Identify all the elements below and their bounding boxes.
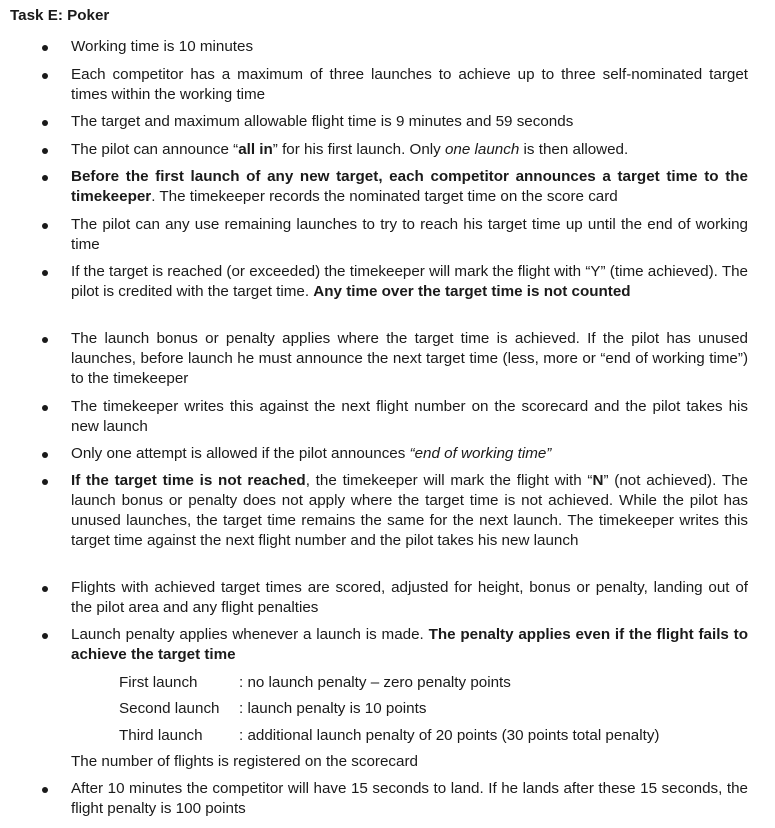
bullet-icon	[42, 479, 48, 485]
bullet-icon	[42, 787, 48, 793]
task-title: Task E: Poker	[10, 7, 110, 24]
bullet-icon	[42, 405, 48, 411]
list-item-text: Launch penalty applies whenever a launch is made. The penalty applies even if the flight fails to achieve the target time	[71, 626, 748, 663]
bullet-icon	[42, 175, 48, 181]
launch-name: First launch	[119, 674, 198, 691]
list-item-text: If the target is reached (or exceeded) the timekeeper will mark the flight with “Y” (time achieved). The pilot is credited with the target time. Any time over the target time is not counted	[71, 263, 748, 300]
list-item-text: Each competitor has a maximum of three launches to achieve up to three self-nominated target times within the working time	[71, 66, 748, 103]
list-item-text: The launch bonus or penalty applies where the target time is achieved. If the pilot has unused launches, before launch he must announce the next target time (less, more or “end of working time”) to the timekeeper	[71, 330, 748, 387]
bullet-icon	[42, 270, 48, 276]
launch-penalty-value: : no launch penalty – zero penalty points	[239, 674, 511, 691]
list-item-text: The timekeeper writes this against the next flight number on the scorecard and the pilot takes his new launch	[71, 398, 748, 435]
launch-name: Second launch	[119, 700, 220, 717]
list-item-text: Working time is 10 minutes	[71, 38, 254, 55]
bullet-icon	[42, 223, 48, 229]
launch-penalty-row	[119, 673, 511, 693]
bullet-icon	[42, 586, 48, 592]
list-item-text: After 10 minutes the competitor will have 15 seconds to land. If he lands after these 15 seconds, the flight penalty is 100 points	[71, 780, 748, 817]
bullet-icon	[42, 73, 48, 79]
list-item-text: Only one attempt is allowed if the pilot announces “end of working time”	[71, 445, 552, 462]
bullet-icon	[42, 452, 48, 458]
list-item-text: The pilot can announce “all in” for his first launch. Only one launch is then allowed.	[71, 141, 629, 158]
list-item-text: Flights with achieved target times are scored, adjusted for height, bonus or penalty, landing out of the pilot area and any flight penalties	[71, 579, 748, 616]
bullet-icon	[42, 45, 48, 51]
flights-note: The number of flights is registered on the scorecard	[71, 753, 418, 770]
bullet-icon	[42, 337, 48, 343]
list-item-text: The target and maximum allowable flight time is 9 minutes and 59 seconds	[71, 113, 574, 130]
list-item-text: If the target time is not reached, the timekeeper will mark the flight with “N” (not achieved). The launch bonus or penalty does not apply where the target time is not achieved. While the pilot has unused launches, the target time remains the same for the next launch. The timekeeper writes this target time against the next flight number and the pilot takes his new launch	[71, 472, 748, 549]
list-item-text: The pilot can any use remaining launches to try to reach his target time up until the end of working time	[71, 216, 748, 253]
bullet-icon	[42, 148, 48, 154]
list-item-text: Before the first launch of any new target, each competitor announces a target time to the timekeeper. The timekeeper records the nominated target time on the score card	[71, 168, 748, 205]
launch-name: Third launch	[119, 727, 203, 744]
launch-penalty-row	[119, 699, 426, 719]
launch-penalty-value: : launch penalty is 10 points	[239, 700, 427, 717]
launch-penalty-row	[119, 726, 659, 746]
bullet-icon	[42, 633, 48, 639]
launch-penalty-value: : additional launch penalty of 20 points (30 points total penalty)	[239, 727, 660, 744]
bullet-icon	[42, 120, 48, 126]
